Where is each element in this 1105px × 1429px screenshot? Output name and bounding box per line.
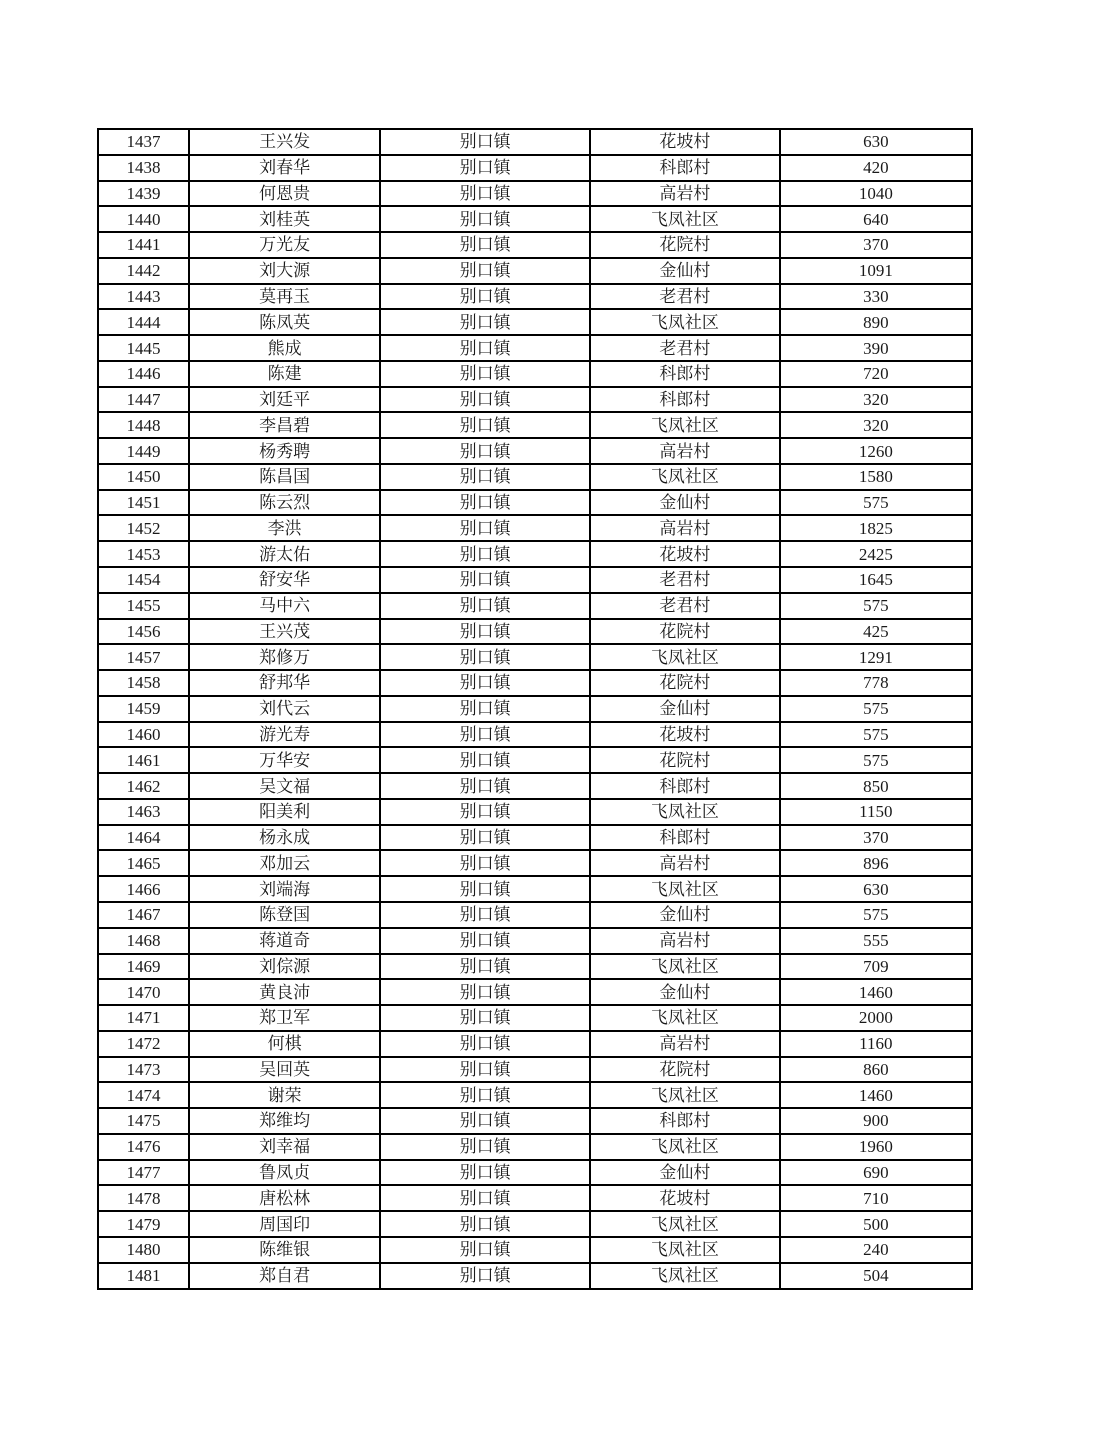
cell-serial: 1448 [98, 412, 189, 438]
cell-name: 游光寿 [189, 722, 380, 748]
table-row [98, 954, 972, 980]
cell-amount: 900 [780, 1108, 972, 1134]
cell-village: 老君村 [590, 567, 780, 593]
cell-serial: 1449 [98, 438, 189, 464]
cell-amount: 640 [780, 206, 972, 232]
cell-name: 舒安华 [189, 567, 380, 593]
cell-serial: 1444 [98, 309, 189, 335]
cell-amount: 720 [780, 361, 972, 387]
table-row [98, 799, 972, 825]
cell-village: 飞凤社区 [590, 799, 780, 825]
table-row [98, 464, 972, 490]
cell-village: 飞凤社区 [590, 876, 780, 902]
table-row [98, 155, 972, 181]
table-row [98, 876, 972, 902]
cell-name: 刘春华 [189, 155, 380, 181]
cell-amount: 1160 [780, 1031, 972, 1057]
table-row [98, 1057, 972, 1083]
cell-name: 陈维银 [189, 1237, 380, 1263]
table-row [98, 979, 972, 1005]
cell-village: 科郎村 [590, 825, 780, 851]
cell-serial: 1456 [98, 619, 189, 645]
table-row [98, 1211, 972, 1237]
cell-village: 飞凤社区 [590, 309, 780, 335]
cell-village: 金仙村 [590, 258, 780, 284]
cell-town: 别口镇 [380, 309, 590, 335]
table-row [98, 335, 972, 361]
cell-amount: 320 [780, 387, 972, 413]
cell-amount: 1580 [780, 464, 972, 490]
cell-town: 别口镇 [380, 335, 590, 361]
cell-town: 别口镇 [380, 1031, 590, 1057]
cell-serial: 1477 [98, 1160, 189, 1186]
cell-serial: 1480 [98, 1237, 189, 1263]
cell-town: 别口镇 [380, 1237, 590, 1263]
cell-name: 李昌碧 [189, 412, 380, 438]
cell-amount: 575 [780, 490, 972, 516]
cell-amount: 860 [780, 1057, 972, 1083]
cell-amount: 2000 [780, 1005, 972, 1031]
cell-name: 王兴茂 [189, 619, 380, 645]
cell-village: 花院村 [590, 747, 780, 773]
cell-town: 别口镇 [380, 129, 590, 155]
cell-village: 飞凤社区 [590, 954, 780, 980]
cell-village: 飞凤社区 [590, 412, 780, 438]
cell-amount: 630 [780, 876, 972, 902]
cell-town: 别口镇 [380, 850, 590, 876]
cell-town: 别口镇 [380, 438, 590, 464]
cell-serial: 1458 [98, 670, 189, 696]
cell-serial: 1447 [98, 387, 189, 413]
cell-serial: 1467 [98, 902, 189, 928]
cell-town: 别口镇 [380, 722, 590, 748]
cell-amount: 370 [780, 232, 972, 258]
cell-amount: 504 [780, 1263, 972, 1289]
cell-name: 游太佑 [189, 541, 380, 567]
table-row [98, 129, 972, 155]
cell-village: 高岩村 [590, 1031, 780, 1057]
cell-serial: 1463 [98, 799, 189, 825]
table-row [98, 515, 972, 541]
cell-amount: 420 [780, 155, 972, 181]
cell-village: 金仙村 [590, 979, 780, 1005]
cell-town: 别口镇 [380, 1134, 590, 1160]
cell-serial: 1471 [98, 1005, 189, 1031]
cell-village: 科郎村 [590, 387, 780, 413]
cell-town: 别口镇 [380, 670, 590, 696]
cell-amount: 890 [780, 309, 972, 335]
table-row [98, 619, 972, 645]
cell-name: 刘倧源 [189, 954, 380, 980]
cell-village: 花坡村 [590, 722, 780, 748]
cell-village: 飞凤社区 [590, 1005, 780, 1031]
table-row [98, 1082, 972, 1108]
cell-serial: 1465 [98, 850, 189, 876]
cell-village: 高岩村 [590, 928, 780, 954]
cell-name: 刘桂英 [189, 206, 380, 232]
cell-name: 陈昌国 [189, 464, 380, 490]
cell-town: 别口镇 [380, 1160, 590, 1186]
cell-serial: 1445 [98, 335, 189, 361]
table-row [98, 902, 972, 928]
cell-village: 科郎村 [590, 361, 780, 387]
cell-village: 花坡村 [590, 129, 780, 155]
table-row [98, 722, 972, 748]
cell-amount: 1150 [780, 799, 972, 825]
cell-amount: 2425 [780, 541, 972, 567]
cell-town: 别口镇 [380, 412, 590, 438]
cell-village: 高岩村 [590, 515, 780, 541]
cell-village: 飞凤社区 [590, 644, 780, 670]
cell-serial: 1442 [98, 258, 189, 284]
table-row [98, 1263, 972, 1289]
cell-town: 别口镇 [380, 284, 590, 310]
cell-amount: 1960 [780, 1134, 972, 1160]
cell-town: 别口镇 [380, 1185, 590, 1211]
table-row [98, 1237, 972, 1263]
cell-amount: 575 [780, 902, 972, 928]
cell-village: 老君村 [590, 593, 780, 619]
cell-serial: 1438 [98, 155, 189, 181]
cell-town: 别口镇 [380, 979, 590, 1005]
cell-name: 陈云烈 [189, 490, 380, 516]
cell-serial: 1440 [98, 206, 189, 232]
cell-village: 飞凤社区 [590, 464, 780, 490]
cell-town: 别口镇 [380, 387, 590, 413]
cell-town: 别口镇 [380, 1057, 590, 1083]
cell-serial: 1461 [98, 747, 189, 773]
cell-name: 阳美利 [189, 799, 380, 825]
cell-town: 别口镇 [380, 567, 590, 593]
cell-name: 吴回英 [189, 1057, 380, 1083]
roster-table [97, 128, 973, 1290]
cell-town: 别口镇 [380, 928, 590, 954]
table-row [98, 232, 972, 258]
cell-name: 周国印 [189, 1211, 380, 1237]
cell-serial: 1460 [98, 722, 189, 748]
cell-village: 金仙村 [590, 1160, 780, 1186]
cell-name: 陈登国 [189, 902, 380, 928]
table-row [98, 1005, 972, 1031]
cell-name: 刘幸福 [189, 1134, 380, 1160]
cell-serial: 1454 [98, 567, 189, 593]
cell-serial: 1478 [98, 1185, 189, 1211]
cell-village: 金仙村 [590, 696, 780, 722]
cell-amount: 709 [780, 954, 972, 980]
cell-town: 别口镇 [380, 181, 590, 207]
cell-name: 陈凤英 [189, 309, 380, 335]
cell-serial: 1472 [98, 1031, 189, 1057]
cell-name: 刘大源 [189, 258, 380, 284]
cell-amount: 710 [780, 1185, 972, 1211]
cell-town: 别口镇 [380, 773, 590, 799]
table-row [98, 387, 972, 413]
cell-town: 别口镇 [380, 954, 590, 980]
cell-town: 别口镇 [380, 490, 590, 516]
cell-town: 别口镇 [380, 464, 590, 490]
cell-village: 飞凤社区 [590, 1134, 780, 1160]
cell-village: 老君村 [590, 335, 780, 361]
cell-serial: 1452 [98, 515, 189, 541]
cell-name: 郑自君 [189, 1263, 380, 1289]
cell-serial: 1453 [98, 541, 189, 567]
cell-serial: 1475 [98, 1108, 189, 1134]
cell-town: 别口镇 [380, 644, 590, 670]
cell-name: 郑卫军 [189, 1005, 380, 1031]
cell-name: 蒋道奇 [189, 928, 380, 954]
cell-serial: 1437 [98, 129, 189, 155]
table-row [98, 412, 972, 438]
cell-town: 别口镇 [380, 1211, 590, 1237]
cell-village: 花院村 [590, 670, 780, 696]
cell-name: 何恩贵 [189, 181, 380, 207]
cell-town: 别口镇 [380, 258, 590, 284]
cell-village: 高岩村 [590, 181, 780, 207]
table-row [98, 567, 972, 593]
cell-name: 鲁凤贞 [189, 1160, 380, 1186]
table-row [98, 1108, 972, 1134]
cell-name: 刘廷平 [189, 387, 380, 413]
cell-name: 杨秀聘 [189, 438, 380, 464]
cell-town: 别口镇 [380, 902, 590, 928]
cell-serial: 1466 [98, 876, 189, 902]
cell-town: 别口镇 [380, 206, 590, 232]
cell-name: 莫再玉 [189, 284, 380, 310]
cell-name: 吴文福 [189, 773, 380, 799]
cell-name: 刘代云 [189, 696, 380, 722]
cell-name: 何棋 [189, 1031, 380, 1057]
cell-village: 飞凤社区 [590, 206, 780, 232]
table-row [98, 928, 972, 954]
table-row [98, 438, 972, 464]
cell-amount: 896 [780, 850, 972, 876]
cell-serial: 1450 [98, 464, 189, 490]
cell-serial: 1476 [98, 1134, 189, 1160]
cell-amount: 778 [780, 670, 972, 696]
cell-town: 别口镇 [380, 155, 590, 181]
cell-name: 舒邦华 [189, 670, 380, 696]
table-row [98, 1031, 972, 1057]
table-row [98, 1134, 972, 1160]
cell-amount: 425 [780, 619, 972, 645]
cell-name: 郑修万 [189, 644, 380, 670]
cell-serial: 1443 [98, 284, 189, 310]
cell-village: 花院村 [590, 1057, 780, 1083]
cell-amount: 390 [780, 335, 972, 361]
cell-amount: 1825 [780, 515, 972, 541]
cell-village: 花坡村 [590, 1185, 780, 1211]
cell-village: 科郎村 [590, 773, 780, 799]
table-row [98, 258, 972, 284]
cell-name: 万华安 [189, 747, 380, 773]
cell-name: 杨永成 [189, 825, 380, 851]
table-row [98, 644, 972, 670]
cell-serial: 1473 [98, 1057, 189, 1083]
table-row [98, 747, 972, 773]
cell-name: 李洪 [189, 515, 380, 541]
table-row [98, 825, 972, 851]
cell-town: 别口镇 [380, 361, 590, 387]
cell-amount: 370 [780, 825, 972, 851]
cell-amount: 1645 [780, 567, 972, 593]
table-row [98, 309, 972, 335]
cell-serial: 1462 [98, 773, 189, 799]
cell-amount: 1460 [780, 1082, 972, 1108]
cell-village: 飞凤社区 [590, 1263, 780, 1289]
cell-village: 科郎村 [590, 155, 780, 181]
cell-amount: 320 [780, 412, 972, 438]
cell-name: 陈建 [189, 361, 380, 387]
table-row [98, 361, 972, 387]
cell-name: 邓加云 [189, 850, 380, 876]
table-row [98, 1185, 972, 1211]
cell-amount: 1040 [780, 181, 972, 207]
cell-town: 别口镇 [380, 541, 590, 567]
cell-name: 马中六 [189, 593, 380, 619]
cell-amount: 1260 [780, 438, 972, 464]
cell-serial: 1459 [98, 696, 189, 722]
cell-serial: 1470 [98, 979, 189, 1005]
cell-town: 别口镇 [380, 1005, 590, 1031]
cell-town: 别口镇 [380, 1263, 590, 1289]
cell-amount: 575 [780, 696, 972, 722]
cell-village: 花坡村 [590, 541, 780, 567]
cell-amount: 575 [780, 722, 972, 748]
cell-village: 金仙村 [590, 902, 780, 928]
cell-serial: 1479 [98, 1211, 189, 1237]
table-row [98, 490, 972, 516]
cell-amount: 555 [780, 928, 972, 954]
cell-name: 郑维均 [189, 1108, 380, 1134]
table-body [98, 129, 972, 1289]
cell-amount: 630 [780, 129, 972, 155]
cell-amount: 1460 [780, 979, 972, 1005]
cell-serial: 1464 [98, 825, 189, 851]
cell-serial: 1474 [98, 1082, 189, 1108]
table-row [98, 850, 972, 876]
cell-village: 花院村 [590, 619, 780, 645]
cell-amount: 850 [780, 773, 972, 799]
cell-village: 老君村 [590, 284, 780, 310]
cell-town: 别口镇 [380, 799, 590, 825]
cell-serial: 1446 [98, 361, 189, 387]
cell-name: 王兴发 [189, 129, 380, 155]
cell-town: 别口镇 [380, 1082, 590, 1108]
cell-name: 谢荣 [189, 1082, 380, 1108]
cell-serial: 1469 [98, 954, 189, 980]
cell-village: 飞凤社区 [590, 1082, 780, 1108]
cell-amount: 575 [780, 593, 972, 619]
table-row [98, 773, 972, 799]
table-row [98, 696, 972, 722]
cell-name: 唐松林 [189, 1185, 380, 1211]
cell-town: 别口镇 [380, 825, 590, 851]
table-row [98, 181, 972, 207]
cell-name: 万光友 [189, 232, 380, 258]
cell-name: 刘端海 [189, 876, 380, 902]
cell-name: 熊成 [189, 335, 380, 361]
cell-village: 高岩村 [590, 850, 780, 876]
cell-town: 别口镇 [380, 593, 590, 619]
cell-town: 别口镇 [380, 232, 590, 258]
cell-serial: 1481 [98, 1263, 189, 1289]
cell-village: 高岩村 [590, 438, 780, 464]
table-row [98, 1160, 972, 1186]
cell-village: 金仙村 [590, 490, 780, 516]
cell-town: 别口镇 [380, 1108, 590, 1134]
cell-town: 别口镇 [380, 876, 590, 902]
table-row [98, 284, 972, 310]
cell-amount: 1291 [780, 644, 972, 670]
cell-town: 别口镇 [380, 696, 590, 722]
table-row [98, 670, 972, 696]
cell-serial: 1455 [98, 593, 189, 619]
cell-amount: 575 [780, 747, 972, 773]
table-row [98, 593, 972, 619]
cell-serial: 1451 [98, 490, 189, 516]
cell-village: 飞凤社区 [590, 1237, 780, 1263]
cell-amount: 690 [780, 1160, 972, 1186]
cell-town: 别口镇 [380, 515, 590, 541]
table-row [98, 206, 972, 232]
cell-serial: 1439 [98, 181, 189, 207]
cell-village: 科郎村 [590, 1108, 780, 1134]
cell-serial: 1468 [98, 928, 189, 954]
cell-amount: 1091 [780, 258, 972, 284]
cell-amount: 240 [780, 1237, 972, 1263]
cell-town: 别口镇 [380, 619, 590, 645]
cell-amount: 330 [780, 284, 972, 310]
cell-village: 花院村 [590, 232, 780, 258]
cell-serial: 1457 [98, 644, 189, 670]
cell-village: 飞凤社区 [590, 1211, 780, 1237]
cell-name: 黄良沛 [189, 979, 380, 1005]
cell-serial: 1441 [98, 232, 189, 258]
cell-town: 别口镇 [380, 747, 590, 773]
cell-amount: 500 [780, 1211, 972, 1237]
table-row [98, 541, 972, 567]
